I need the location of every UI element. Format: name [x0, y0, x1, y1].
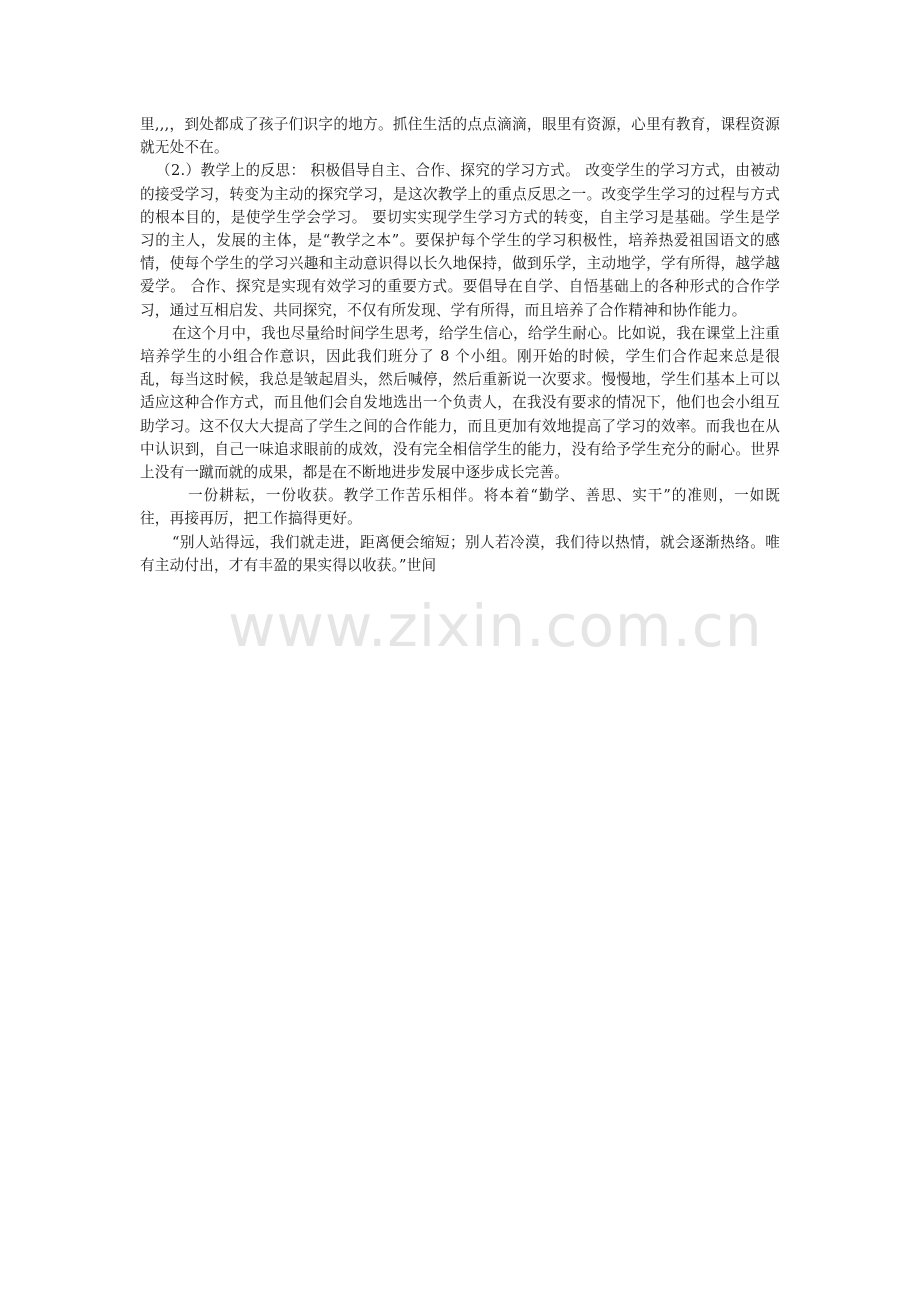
document-page	[140, 113, 780, 577]
paragraph-harvest: 一份耕耘，一份收获。教学工作苦乐相伴。将本着“勤学、善思、实干”的准则，一如既往，再接再厉，把工作搞得更好。	[140, 487, 780, 528]
watermark: www.zixin.com.cn	[228, 592, 763, 660]
paragraph-continuation: 里,,,，到处都成了孩子们识字的地方。抓住生活的点点滴滴，眼里有资源，心里有教育，课程资源就无处不在。	[140, 116, 780, 157]
paragraph-teaching-reflection: （2.）教学上的反思： 积极倡导自主、合作、探究的学习方式。 改变学生的学习方式，由被动的接受学习，转变为主动的探究学习，是这次教学上的重点反思之一。改变学生学习的过程与方式的根本目的，是使学生学会学习。 要切实实现学生学习方式的转变，自主学习是基础。学生是学习的主人，发展的主体，是“教学之本”。要保护每个学生的学习积极性，培养热爱祖国语文的感情，使每个学生的学习兴趣和主动意识得以长久地保持，做到乐学，主动地学，学有所得，越学越爱学。 合作、探究是实现有效学习的重要方式。要倡导在自学、自悟基础上的各种形式的合作学习，通过互相启发、共同探究，不仅有所发现、学有所得，而且培养了合作精神和协作能力。	[140, 162, 780, 319]
paragraph-month-review: 在这个月中，我也尽量给时间学生思考，给学生信心，给学生耐心。比如说，我在课堂上注重培养学生的小组合作意识，因此我们班分了 8 个小组。刚开始的时候，学生们合作起来总是很乱，每当这时候，我总是皱起眉头，然后喊停，然后重新说一次要求。慢慢地，学生们基本上可以适应这种合作方式，而且他们会自发地选出一个负责人，在我没有要求的情况下，他们也会小组互助学习。这不仅大大提高了学生之间的合作能力，而且更加有效地提高了学习的效率。而我也在从中认识到，自己一味追求眼前的成效，没有完全相信学生的能力，没有给予学生充分的耐心。世界上没有一蹴而就的成果，都是在不断地进步发展中逐步成长完善。	[140, 324, 780, 482]
paragraph-quote: “别人站得远，我们就走进，距离便会缩短；别人若冷漠，我们待以热情，就会逐渐热络。唯有主动付出，才有丰盈的果实得以收获。”世间	[140, 533, 780, 574]
